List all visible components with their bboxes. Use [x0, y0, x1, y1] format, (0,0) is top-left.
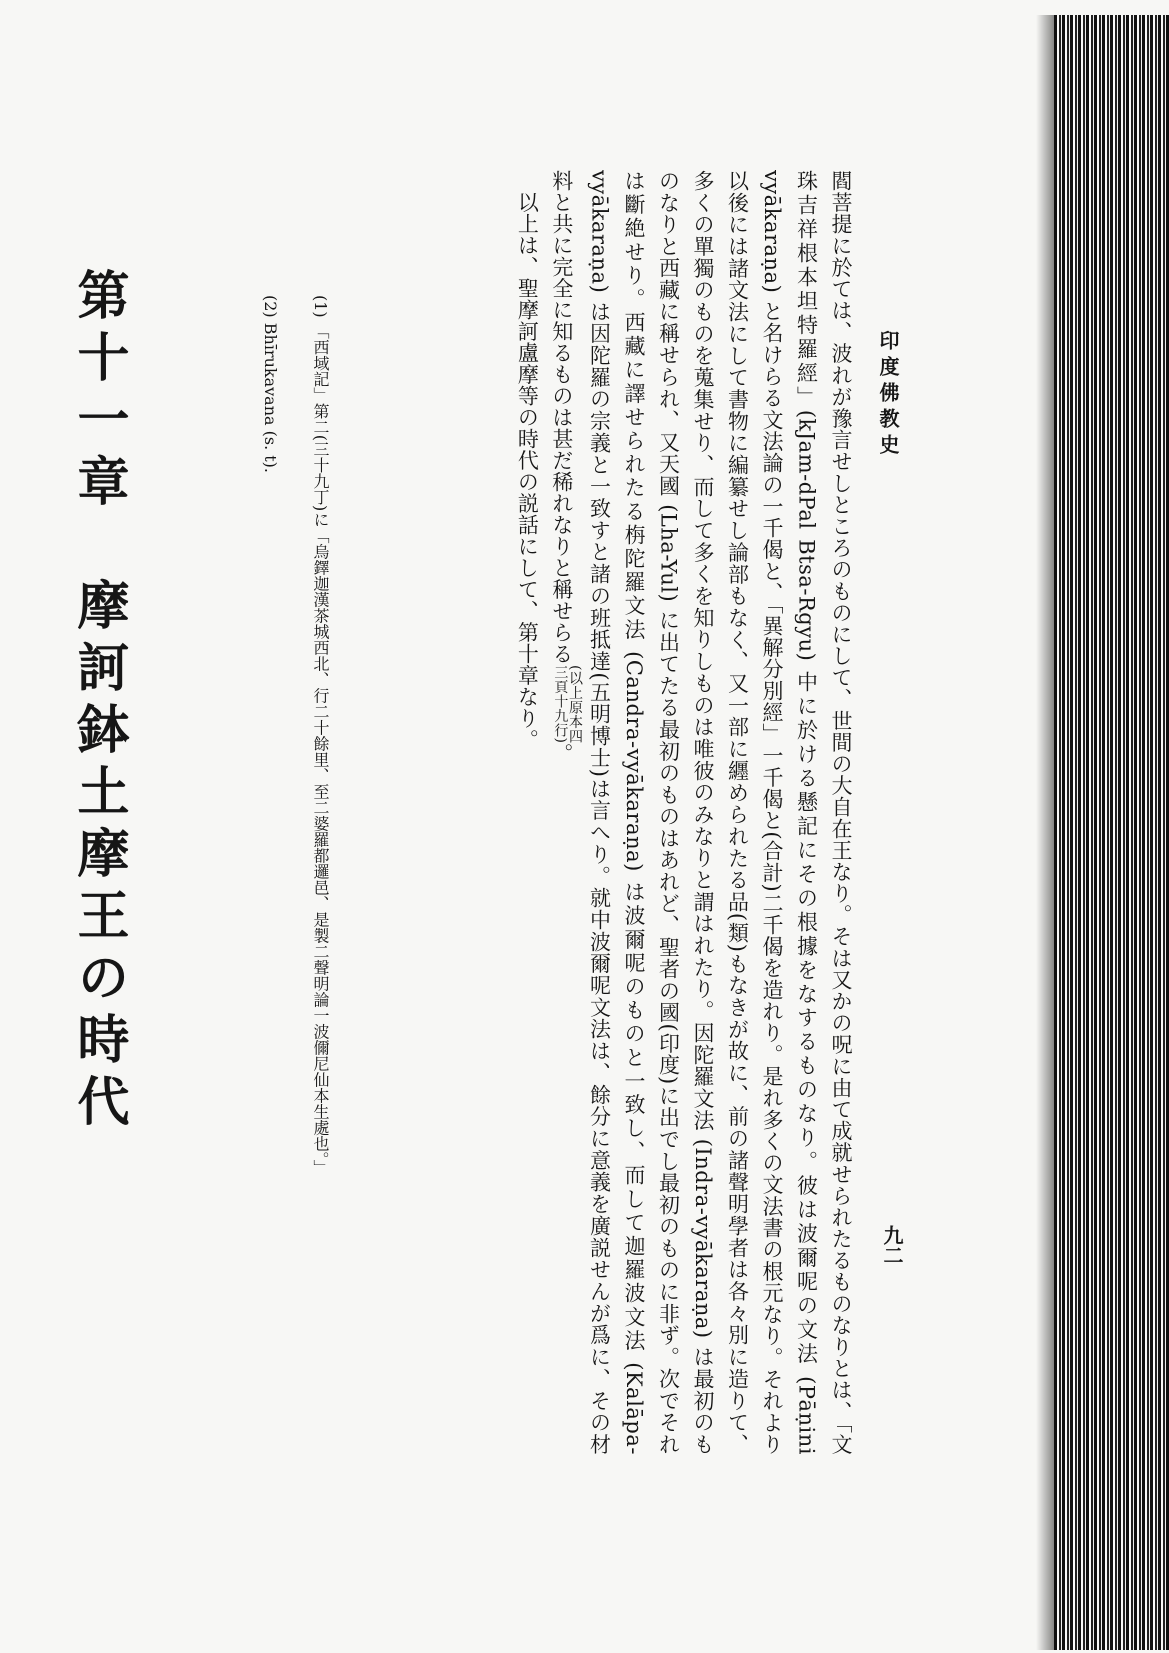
page-number: 九二 — [880, 1225, 904, 1265]
book-page-edge — [1054, 15, 1169, 1650]
source-note-line-2: 三頁十九行 — [552, 664, 569, 737]
running-header-title: 印度佛教史 — [876, 330, 900, 460]
body-paragraph-1: 閻菩提に於ては、波れが豫言せしところのものにして、世間の大自在王なり。そは又かの呪に由て成就せられたるものなりとは、「文珠吉祥根本坦特羅經」(kJam-dPal Btsa-Rgyu) 中に於ける懸記にその根據をなするものなり。彼は波爾呢の文法 (Pāṇini vyākaraṇa) と名けらる文法論の一千偈と、「異解分別經」一千偈と(合計)二千偈を造れり。是れ多くの文法書の根元なり。それより以後には諸文法にして書物に編纂せし論部もなく、又一部に纒められたる品(類)もなきが故に、前の諸聲明學者は各々別に造りて、多くの單獨のものを蒐集せり、而して多くを知りしものは唯彼のみなりと謂はれたり。因陀羅文法 (Indra-vyākaraṇa) は最初のものなりと西藏に稱せられ、又天國 (Lha-Yul) に出てたる最初のものはあれど、聖者の國(印度)に出でし最初のものに非ず。次でそれは斷絶せり。西藏に譯せられたる栴陀羅文法 (Candra-vyākaraṇa) は波爾呢のものと一致し、而して迦羅波文法 (Kalāpa-vyākaraṇa) は因陀羅の宗義と一致すと諸の班抵達(五明博士)は言へり。就中波爾呢文法は、餘分に意義を廣説せんが爲に、その材料と共に完全に知るものは甚だ稀れなりと稱せらる(以上原本四 三頁十九行)。 — [549, 170, 853, 1455]
chapter-heading: 第十一章 摩訶鉢土摩王の時代 — [68, 268, 129, 1136]
body-paragraph-2-text: 以上は、聖摩訶盧摩等の時代の説話にして、第十章なり。 — [515, 191, 540, 751]
body-text — [388, 170, 858, 1455]
footnote-2: (2) Bhīrukavana (s. t). — [261, 295, 280, 474]
body-paragraph-2 — [510, 170, 545, 1455]
source-note: (以上原本四 三頁十九行) — [552, 664, 583, 743]
source-note-line-1: 以上原本四 — [567, 670, 583, 743]
footnote-1: (1) 「西域記」第二(三十九丁)に「烏鐸迦漢茶城西北、行二十餘里、至二婆羅都邏邑、是製二聲明論一波儞尼仙本生處也。」 — [311, 295, 330, 1176]
body-paragraph-1-text: 閻菩提に於ては、波れが豫言せしところのものにして、世間の大自在王なり。そは又かの呪に由て成就せられたるものなりとは、「文珠吉祥根本坦特羅經」(kJam-dPal Btsa-Rgyu) 中に於ける懸記にその根據をなするものなり。彼は波爾呢の文法 (Pāṇini vyākaraṇa) と名けらる文法論の一千偈と、「異解分別經」一千偈と(合計)二千偈を造れり。是れ多くの文法書の根元なり。それより以後には諸文法にして書物に編纂せし論部もなく、又一部に纒められたる品(類)もなきが故に、前の諸聲明學者は各々別に造りて、多くの單獨のものを蒐集せり、而して多くを知りしものは唯彼のみなりと謂はれたり。因陀羅文法 (Indra-vyākaraṇa) は最初のものなりと西藏に稱せられ、又天國 (Lha-Yul) に出てたる最初のものはあれど、聖者の國(印度)に出でし最初のものに非ず。次でそれは斷絶せり。西藏に譯せられたる栴陀羅文法 (Candra-vyākaraṇa) は波爾呢のものと一致し、而して迦羅波文法 (Kalāpa-vyākaraṇa) は因陀羅の宗義と一致すと諸の班抵達(五明博士)は言へり。就中波爾呢文法は、餘分に意義を廣説せんが爲に、その材料と共に完全に知るものは甚だ稀れなりと稱せらる — [549, 170, 853, 1455]
